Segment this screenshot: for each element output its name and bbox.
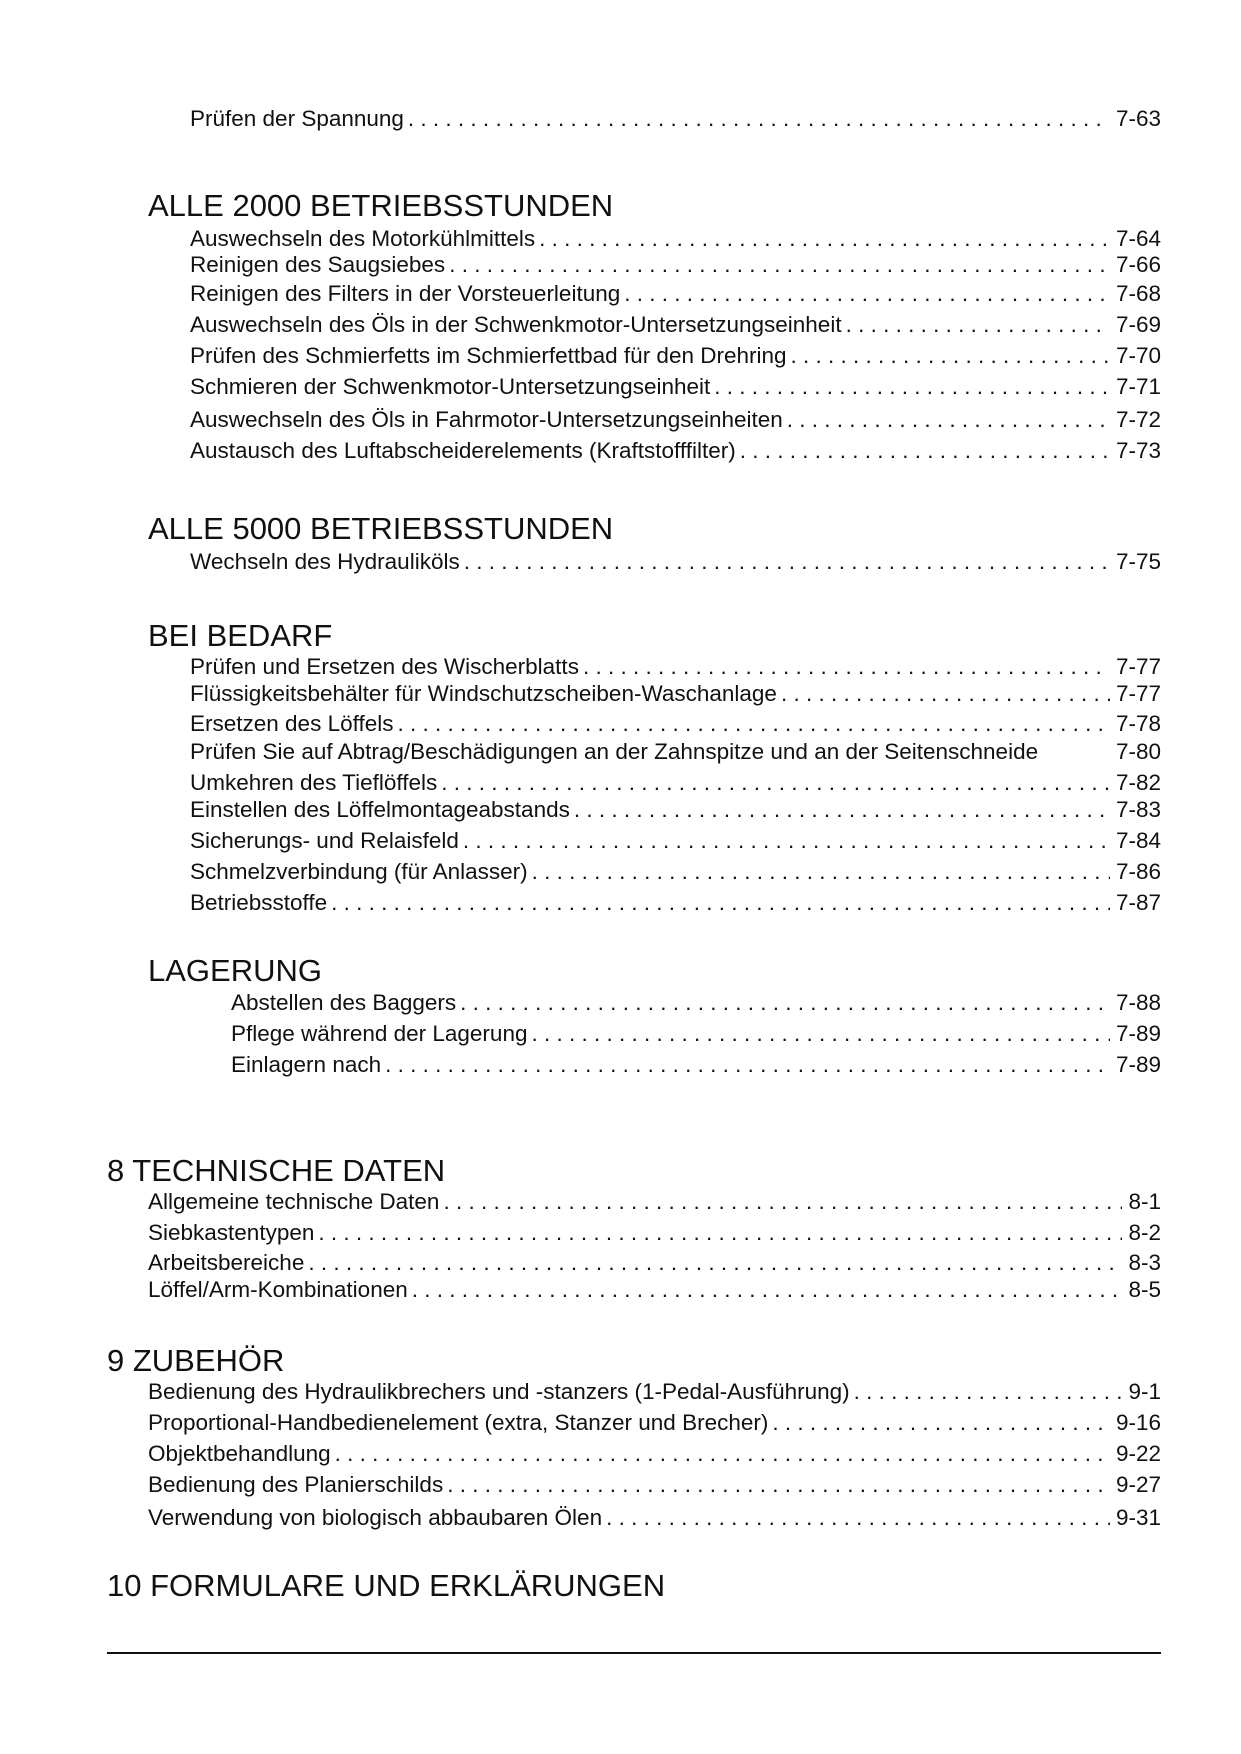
toc-entry[interactable] <box>190 648 1161 678</box>
toc-entry-title: Bedienung des Planierschilds <box>148 1471 444 1497</box>
toc-entry-title: Reinigen des Filters in der Vorsteuerleitung <box>190 280 621 306</box>
toc-entry-title: Wechseln des Hydrauliköls <box>190 548 460 574</box>
toc-entry[interactable] <box>148 1466 1161 1496</box>
toc-entry-page: 7-88 <box>1115 989 1161 1015</box>
toc-entry[interactable] <box>148 1214 1161 1244</box>
toc-entry[interactable] <box>190 543 1161 573</box>
toc-entry-page: 7-69 <box>1115 311 1161 337</box>
toc-entry-page: 7-87 <box>1115 889 1161 915</box>
toc-entry[interactable] <box>148 1404 1161 1434</box>
toc-entry-page: 7-89 <box>1115 1020 1161 1046</box>
toc-entry[interactable] <box>190 100 1161 130</box>
toc-entry-page: 9-16 <box>1115 1409 1161 1435</box>
dot-leader <box>846 314 1110 337</box>
toc-entry-title: Prüfen Sie auf Abtrag/Beschädigungen an der Zahnspitze und an der Seitenschneide <box>190 738 1039 764</box>
toc-entry-page: 9-31 <box>1115 1504 1161 1530</box>
toc-entry-title: Prüfen und Ersetzen des Wischerblatts <box>190 653 579 679</box>
toc-entry[interactable] <box>190 432 1161 462</box>
dot-leader <box>318 1222 1122 1245</box>
toc-entry-page: 7-73 <box>1115 437 1161 463</box>
dot-leader <box>781 683 1110 706</box>
toc-entry-page: 8-3 <box>1128 1249 1161 1275</box>
toc-entry-page: 7-84 <box>1115 827 1161 853</box>
toc-entry[interactable] <box>231 1046 1161 1076</box>
toc-entry[interactable] <box>190 764 1161 794</box>
toc-entry[interactable] <box>231 1015 1161 1045</box>
toc-entry-page: 7-77 <box>1115 653 1161 679</box>
dot-leader <box>331 892 1110 915</box>
toc-entry-title: Siebkastentypen <box>148 1219 315 1245</box>
toc-entry-page: 7-68 <box>1115 280 1161 306</box>
toc-entry[interactable] <box>190 401 1161 431</box>
toc-entry[interactable] <box>190 733 1161 763</box>
toc-entry-page: 8-2 <box>1128 1219 1161 1245</box>
dot-leader <box>532 861 1110 884</box>
toc-entry-title: Auswechseln des Motorkühlmittels <box>190 225 536 251</box>
toc-entry-page: 8-1 <box>1128 1188 1161 1214</box>
toc-entry[interactable] <box>190 884 1161 914</box>
toc-entry[interactable] <box>190 791 1161 821</box>
toc-entry-page: 7-83 <box>1115 796 1161 822</box>
toc-entry[interactable] <box>190 705 1161 735</box>
toc-entry-title: Betriebsstoffe <box>190 889 328 915</box>
toc-entry[interactable] <box>148 1435 1161 1465</box>
section-heading-bei-bedarf: BEI BEDARF <box>148 618 333 653</box>
chapter-heading-8: 8 TECHNISCHE DATEN <box>107 1153 446 1188</box>
toc-entry-page: 7-86 <box>1115 858 1161 884</box>
chapter-heading-9: 9 ZUBEHÖR <box>107 1343 285 1378</box>
toc-entry-page: 9-27 <box>1115 1471 1161 1497</box>
toc-entry-page: 7-80 <box>1115 738 1161 764</box>
chapter-heading-10: 10 FORMULARE UND ERKLÄRUNGEN <box>107 1568 666 1603</box>
toc-entry[interactable] <box>148 1373 1161 1403</box>
toc-entry-page: 7-66 <box>1115 251 1161 277</box>
toc-entry[interactable] <box>148 1244 1161 1274</box>
dot-leader <box>447 1474 1110 1497</box>
dot-leader <box>412 1279 1123 1302</box>
footer-rule <box>107 1652 1161 1654</box>
toc-entry[interactable] <box>190 675 1161 705</box>
toc-entry[interactable] <box>148 1271 1161 1301</box>
toc-entry-title: Objektbehandlung <box>148 1440 331 1466</box>
toc-entry-title: Einstellen des Löffelmontageabstands <box>190 796 570 822</box>
toc-entry-page: 7-78 <box>1115 710 1161 736</box>
toc-entry-title: Prüfen des Schmierfetts im Schmierfettbad für den Drehring <box>190 342 787 368</box>
toc-entry-title: Arbeitsbereiche <box>148 1249 305 1275</box>
toc-entry-title: Auswechseln des Öls in Fahrmotor-Untersetzungseinheiten <box>190 406 783 432</box>
dot-leader <box>443 1191 1122 1214</box>
dot-leader <box>460 992 1110 1015</box>
toc-entry-title: Allgemeine technische Daten <box>148 1188 440 1214</box>
dot-leader <box>624 283 1110 306</box>
dot-leader <box>740 440 1110 463</box>
toc-entry-page: 7-71 <box>1115 373 1161 399</box>
toc-entry[interactable] <box>231 984 1161 1014</box>
dot-leader <box>791 345 1110 368</box>
toc-entry[interactable] <box>148 1183 1161 1213</box>
toc-entry[interactable] <box>148 1499 1161 1529</box>
toc-entry-title: Einlagern nach <box>231 1051 382 1077</box>
dot-leader <box>385 1054 1110 1077</box>
toc-entry-title: Bedienung des Hydraulikbrechers und -stanzers (1-Pedal-Ausführung) <box>148 1378 850 1404</box>
toc-entry[interactable] <box>190 368 1161 398</box>
toc-entry-title: Ersetzen des Löffels <box>190 710 394 736</box>
dot-leader <box>606 1507 1110 1530</box>
toc-entry-title: Reinigen des Saugsiebes <box>190 251 446 277</box>
toc-entry-title: Proportional-Handbedienelement (extra, Stanzer und Brecher) <box>148 1409 769 1435</box>
toc-entry[interactable] <box>190 275 1161 305</box>
toc-entry-title: Flüssigkeitsbehälter für Windschutzscheiben-Waschanlage <box>190 680 777 706</box>
toc-entry-title: Umkehren des Tieflöffels <box>190 769 438 795</box>
toc-entry-title: Pflege während der Lagerung <box>231 1020 528 1046</box>
dot-leader <box>574 799 1110 822</box>
section-heading-alle-2000: ALLE 2000 BETRIEBSSTUNDEN <box>148 188 614 223</box>
toc-entry-page: 7-72 <box>1115 406 1161 432</box>
dot-leader <box>397 713 1109 736</box>
toc-entry-page: 7-89 <box>1115 1051 1161 1077</box>
dot-leader <box>463 830 1110 853</box>
toc-entry-page: 9-22 <box>1115 1440 1161 1466</box>
toc-entry-page: 7-70 <box>1115 342 1161 368</box>
toc-entry-title: Schmelzverbindung (für Anlasser) <box>190 858 528 884</box>
toc-entry[interactable] <box>190 246 1161 276</box>
dot-leader <box>449 254 1110 277</box>
toc-entry-page: 7-77 <box>1115 680 1161 706</box>
toc-entry-page: 8-5 <box>1128 1276 1161 1302</box>
dot-leader <box>772 1412 1110 1435</box>
toc-entry-title: Sicherungs- und Relaisfeld <box>190 827 459 853</box>
toc-entry-page: 7-63 <box>1115 105 1161 131</box>
toc-entry-title: Prüfen der Spannung <box>190 105 404 131</box>
dot-leader <box>408 108 1110 131</box>
toc-entry-page: 9-1 <box>1128 1378 1161 1404</box>
dot-leader <box>854 1381 1123 1404</box>
section-heading-alle-5000: ALLE 5000 BETRIEBSSTUNDEN <box>148 511 614 546</box>
toc-entry-title: Auswechseln des Öls in der Schwenkmotor-Untersetzungseinheit <box>190 311 842 337</box>
toc-entry[interactable] <box>190 853 1161 883</box>
dot-leader <box>714 376 1110 399</box>
dot-leader <box>531 1023 1109 1046</box>
toc-entry-page: 7-64 <box>1115 225 1161 251</box>
toc-entry[interactable] <box>190 306 1161 336</box>
toc-entry[interactable] <box>190 822 1161 852</box>
toc-entry-title: Löffel/Arm-Kombinationen <box>148 1276 408 1302</box>
toc-entry-title: Verwendung von biologisch abbaubaren Ölen <box>148 1504 603 1530</box>
toc-entry-title: Austausch des Luftabscheiderelements (Kraftstofffilter) <box>190 437 736 463</box>
toc-entry-title: Abstellen des Baggers <box>231 989 457 1015</box>
dot-leader <box>335 1443 1110 1466</box>
dot-leader <box>464 551 1110 574</box>
section-heading-lagerung: LAGERUNG <box>148 953 322 988</box>
toc-entry[interactable] <box>190 337 1161 367</box>
dot-leader <box>787 409 1110 432</box>
toc-entry-title: Schmieren der Schwenkmotor-Untersetzungseinheit <box>190 373 711 399</box>
toc-entry-page: 7-75 <box>1115 548 1161 574</box>
toc-entry-page: 7-82 <box>1115 769 1161 795</box>
